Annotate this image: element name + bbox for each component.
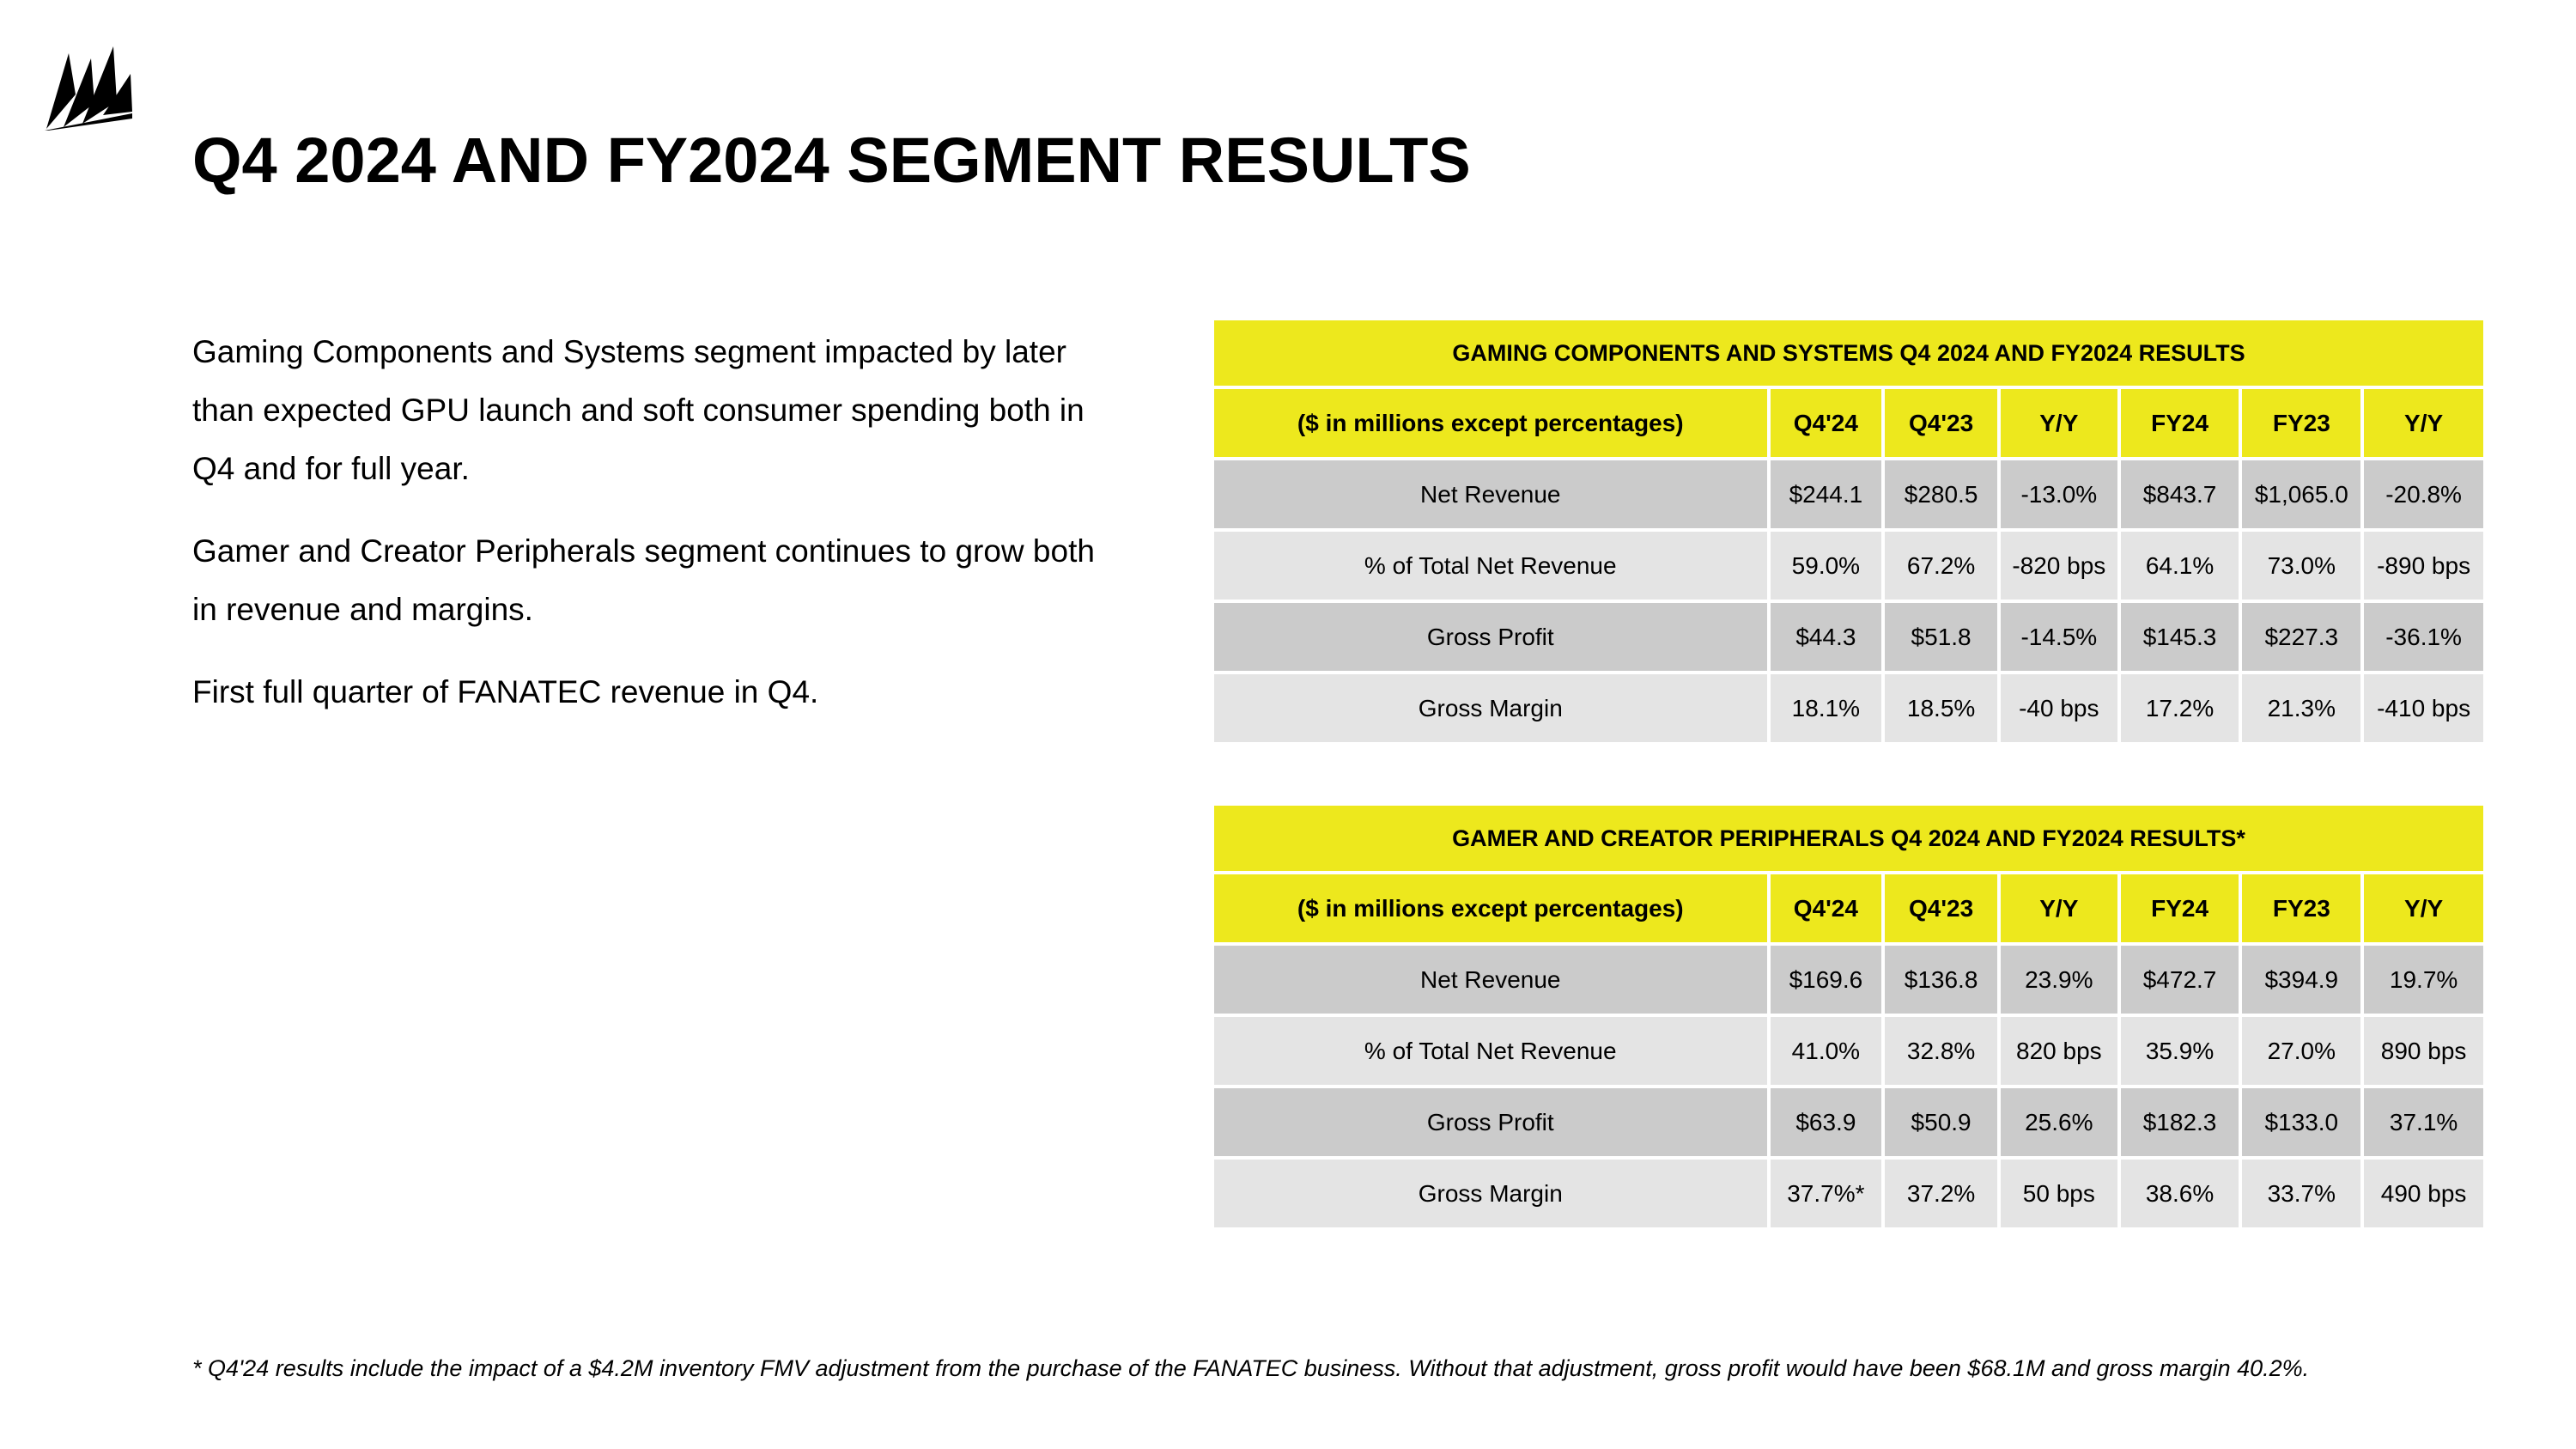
table-cell: -410 bps xyxy=(2364,674,2483,742)
table-cell: 64.1% xyxy=(2121,532,2239,600)
column-header: Y/Y xyxy=(2364,389,2483,457)
page-title: Q4 2024 AND FY2024 SEGMENT RESULTS xyxy=(192,125,1471,196)
table-cell: 18.5% xyxy=(1885,674,1997,742)
row-label: % of Total Net Revenue xyxy=(1214,1017,1767,1085)
table-cell: -13.0% xyxy=(2001,460,2117,528)
table-cell: 38.6% xyxy=(2121,1160,2239,1227)
footnote: * Q4'24 results include the impact of a $4.2M inventory FMV adjustment from the purchase of the FANATEC business. Without that adjustment, gross profit would have been $68.1M and gross margin 40.2%. xyxy=(192,1355,2310,1381)
table-cell: 490 bps xyxy=(2364,1160,2483,1227)
table-row xyxy=(1214,532,2483,600)
row-label: Gross Profit xyxy=(1214,603,1767,671)
table-cell: $133.0 xyxy=(2242,1088,2360,1156)
table-cell: 21.3% xyxy=(2242,674,2360,742)
summary-paragraph: Gaming Components and Systems segment impacted by later than expected GPU launch and soft consumer spending both in Q4 and for full year. xyxy=(192,334,1084,486)
table-cell: $227.3 xyxy=(2242,603,2360,671)
table-cell: $472.7 xyxy=(2121,946,2239,1014)
row-label: Net Revenue xyxy=(1214,460,1767,528)
table-cell: 27.0% xyxy=(2242,1017,2360,1085)
table-cell: $244.1 xyxy=(1771,460,1882,528)
summary-paragraph: First full quarter of FANATEC revenue in Q4. xyxy=(192,674,819,709)
table-cell: 17.2% xyxy=(2121,674,2239,742)
column-header: Q4'23 xyxy=(1885,389,1997,457)
table-row xyxy=(1214,1017,2483,1085)
table-cell: $51.8 xyxy=(1885,603,1997,671)
column-header: Y/Y xyxy=(2001,389,2117,457)
table-cell: 73.0% xyxy=(2242,532,2360,600)
table-cell: $145.3 xyxy=(2121,603,2239,671)
table-cell: 18.1% xyxy=(1771,674,1882,742)
column-header: FY23 xyxy=(2242,874,2360,942)
table-cell: 25.6% xyxy=(2001,1088,2117,1156)
table-row xyxy=(1214,460,2483,528)
summary-paragraph: Gamer and Creator Peripherals segment continues to grow both in revenue and margins. xyxy=(192,533,1095,627)
table-row xyxy=(1214,1160,2483,1227)
table-cell: $1,065.0 xyxy=(2242,460,2360,528)
table-title: GAMER AND CREATOR PERIPHERALS Q4 2024 AND FY2024 RESULTS* xyxy=(1214,806,2483,871)
table-cell: 59.0% xyxy=(1771,532,1882,600)
column-header: FY24 xyxy=(2121,389,2239,457)
table-cell: $50.9 xyxy=(1885,1088,1997,1156)
table-row xyxy=(1214,603,2483,671)
table-cell: $44.3 xyxy=(1771,603,1882,671)
table-cell: $136.8 xyxy=(1885,946,1997,1014)
column-header: Q4'24 xyxy=(1771,874,1882,942)
row-label: Gross Profit xyxy=(1214,1088,1767,1156)
column-header: Q4'23 xyxy=(1885,874,1997,942)
table-cell: 32.8% xyxy=(1885,1017,1997,1085)
row-label: Net Revenue xyxy=(1214,946,1767,1014)
column-header: Y/Y xyxy=(2364,874,2483,942)
summary-text xyxy=(192,323,1103,746)
table-cell: 820 bps xyxy=(2001,1017,2117,1085)
column-header: ($ in millions except percentages) xyxy=(1214,874,1767,942)
table-cell: 890 bps xyxy=(2364,1017,2483,1085)
table-cell: -40 bps xyxy=(2001,674,2117,742)
table-cell: -36.1% xyxy=(2364,603,2483,671)
column-header: FY24 xyxy=(2121,874,2239,942)
table-cell: $169.6 xyxy=(1771,946,1882,1014)
row-label: Gross Margin xyxy=(1214,1160,1767,1227)
table-cell: 41.0% xyxy=(1771,1017,1882,1085)
table-cell: 23.9% xyxy=(2001,946,2117,1014)
table-cell: 19.7% xyxy=(2364,946,2483,1014)
table-row xyxy=(1214,946,2483,1014)
column-header: FY23 xyxy=(2242,389,2360,457)
table-cell: 35.9% xyxy=(2121,1017,2239,1085)
table-cell: 33.7% xyxy=(2242,1160,2360,1227)
column-header: ($ in millions except percentages) xyxy=(1214,389,1767,457)
row-label: Gross Margin xyxy=(1214,674,1767,742)
table-cell: 67.2% xyxy=(1885,532,1997,600)
table-title: GAMING COMPONENTS AND SYSTEMS Q4 2024 AND FY2024 RESULTS xyxy=(1214,320,2483,386)
row-label: % of Total Net Revenue xyxy=(1214,532,1767,600)
table-cell: 37.1% xyxy=(2364,1088,2483,1156)
table-cell: -20.8% xyxy=(2364,460,2483,528)
table-cell: $843.7 xyxy=(2121,460,2239,528)
table-cell: 37.7%* xyxy=(1771,1160,1882,1227)
table-cell: $182.3 xyxy=(2121,1088,2239,1156)
gamer-creator-peripherals-table xyxy=(1211,802,2487,1231)
corsair-logo-icon xyxy=(43,45,134,131)
gaming-components-table xyxy=(1211,317,2487,746)
table-cell: -820 bps xyxy=(2001,532,2117,600)
table-row xyxy=(1214,1088,2483,1156)
table-cell: 37.2% xyxy=(1885,1160,1997,1227)
table-cell: -14.5% xyxy=(2001,603,2117,671)
table-row xyxy=(1214,674,2483,742)
table-cell: $63.9 xyxy=(1771,1088,1882,1156)
table-cell: $394.9 xyxy=(2242,946,2360,1014)
table-cell: $280.5 xyxy=(1885,460,1997,528)
column-header: Q4'24 xyxy=(1771,389,1882,457)
table-cell: -890 bps xyxy=(2364,532,2483,600)
table-cell: 50 bps xyxy=(2001,1160,2117,1227)
column-header: Y/Y xyxy=(2001,874,2117,942)
